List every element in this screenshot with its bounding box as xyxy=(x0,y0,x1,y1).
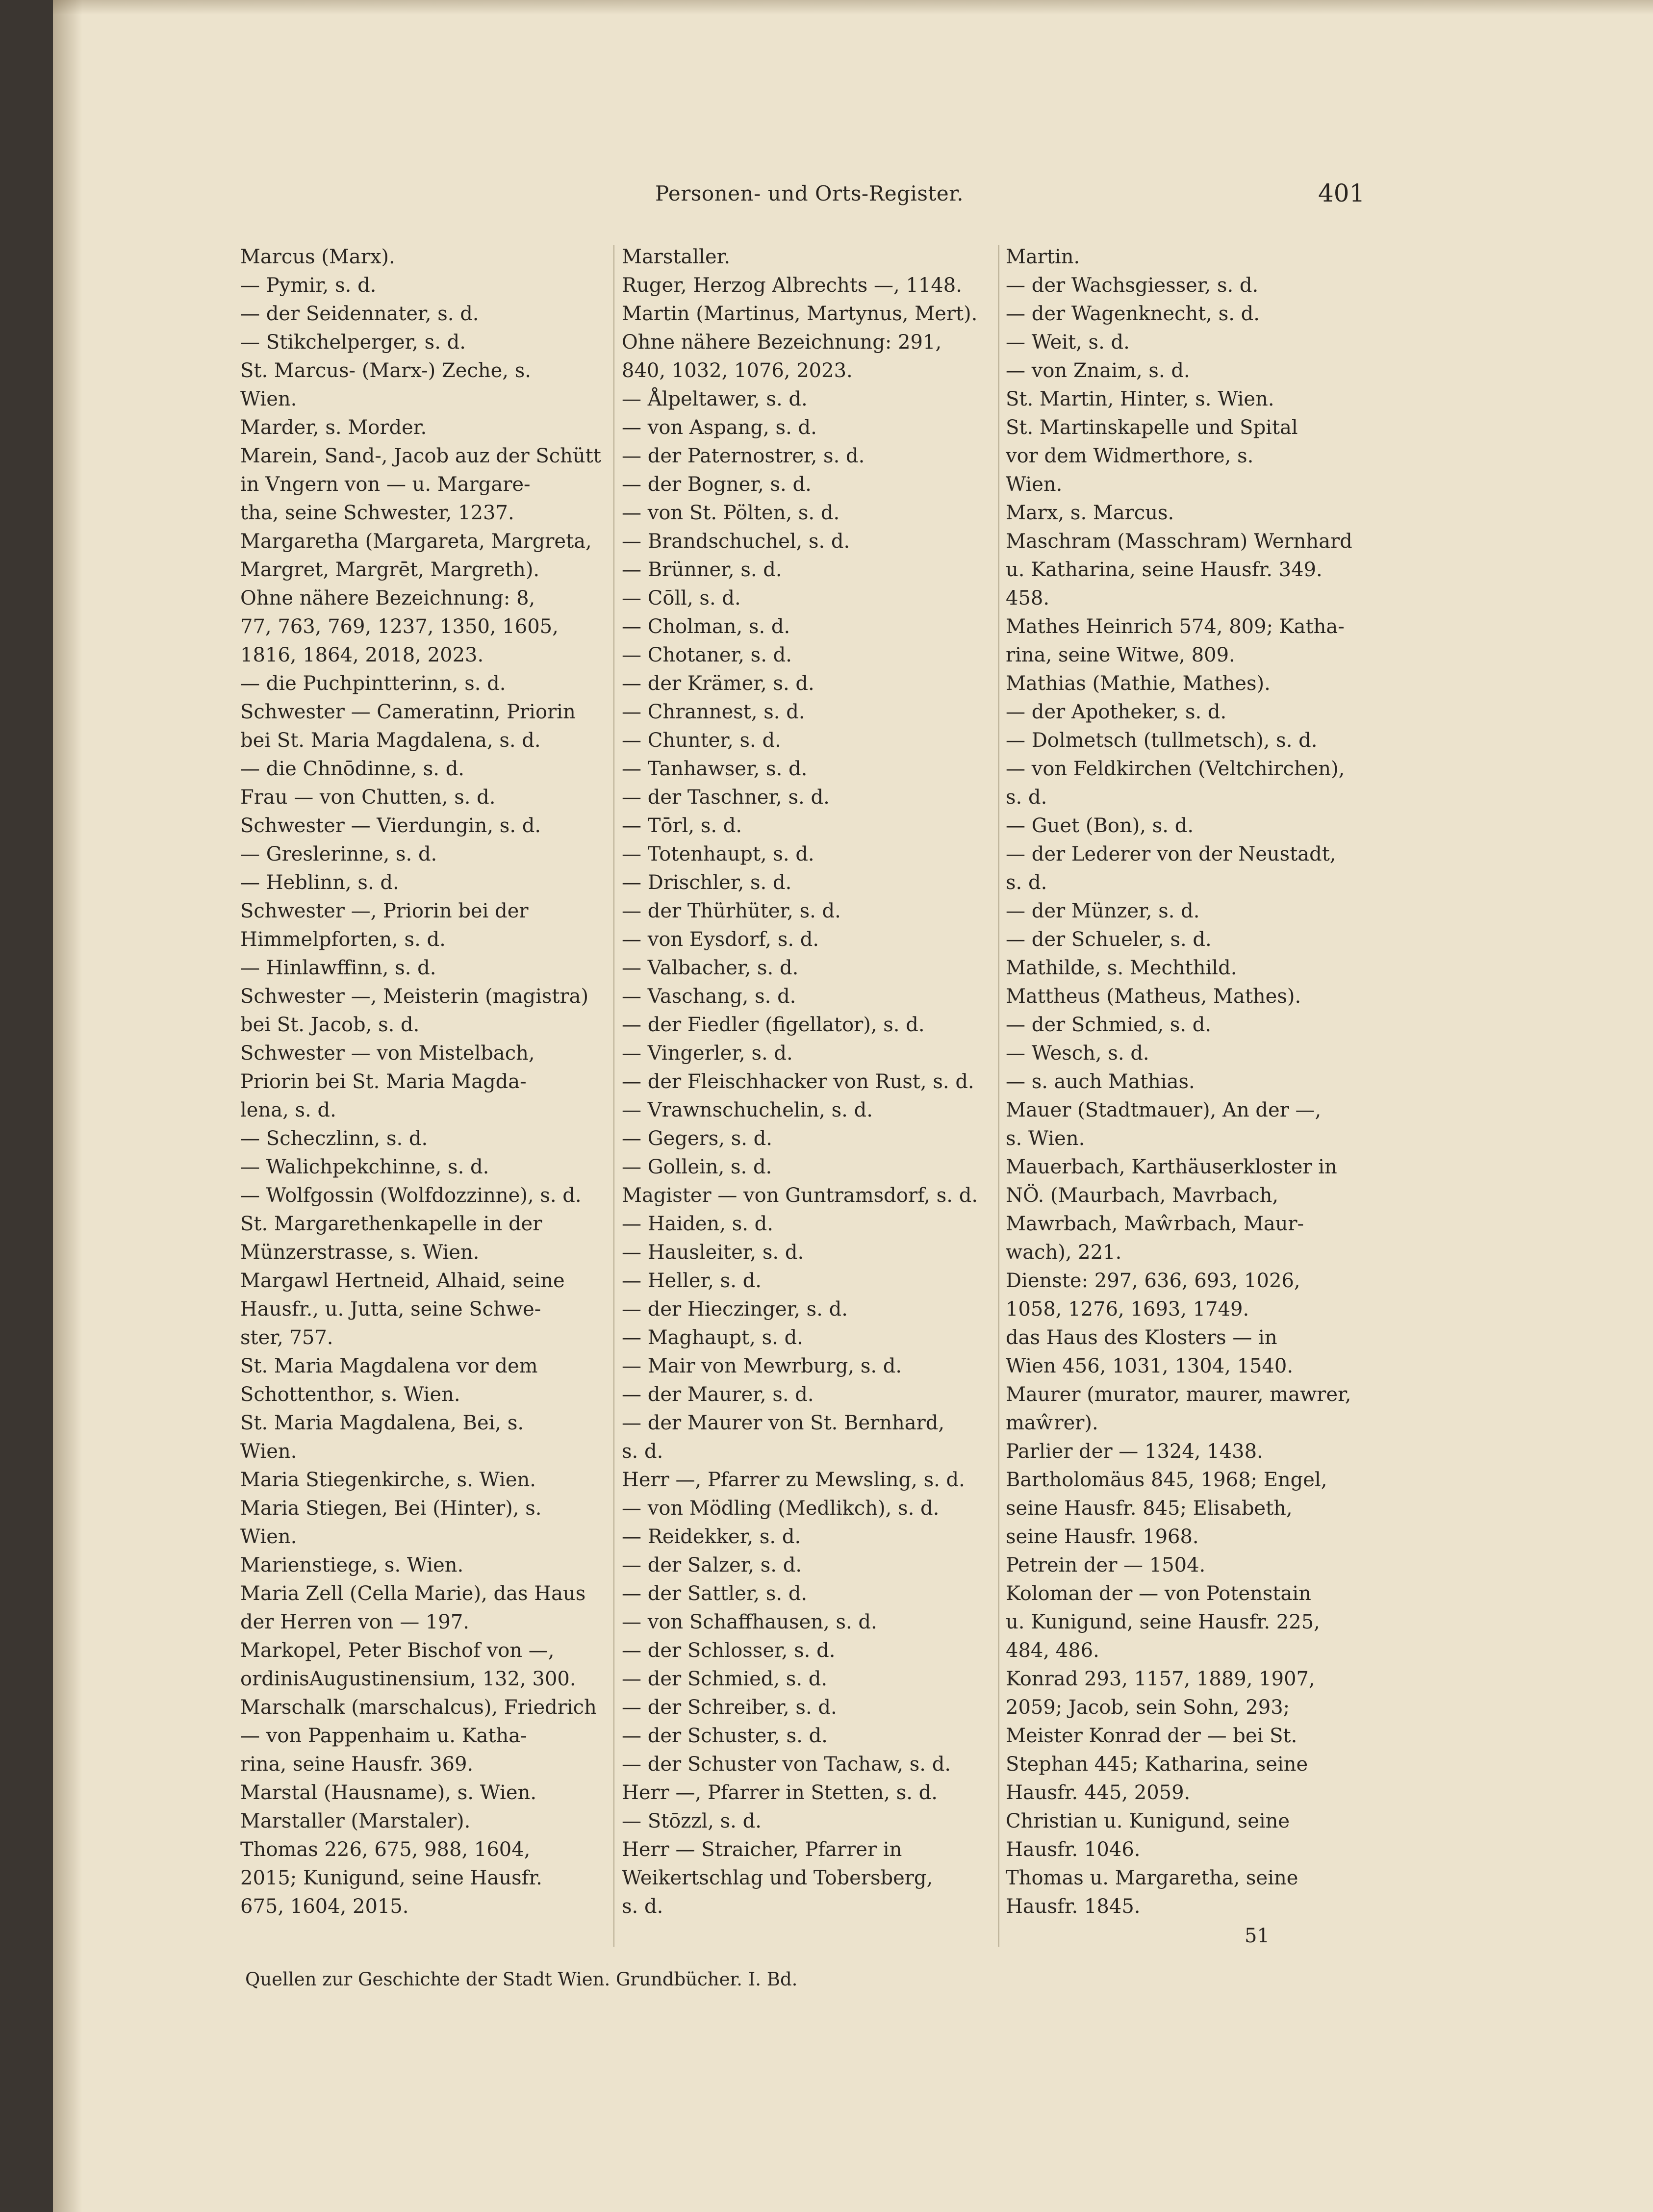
index-line: Marder, s. Morder. xyxy=(240,416,427,439)
index-line: — der Lederer von der Neustadt, xyxy=(1006,843,1336,865)
index-line: Marein, Sand-, Jacob auz der Schütt xyxy=(240,445,601,467)
index-line: tha, seine Schwester, 1237. xyxy=(240,502,514,524)
index-line: — Greslerinne, s. d. xyxy=(240,843,437,865)
index-line: s. d. xyxy=(1006,786,1047,809)
index-line: Herr — Straicher, Pfarrer in xyxy=(622,1838,902,1861)
index-line: u. Kunigund, seine Hausfr. 225, xyxy=(1006,1611,1320,1633)
index-line: lena, s. d. xyxy=(240,1099,336,1121)
index-line: — Hinlawffinn, s. d. xyxy=(240,957,436,979)
index-line: — der Sattler, s. d. xyxy=(622,1582,808,1605)
index-line: s. d. xyxy=(622,1440,663,1463)
index-line: — Haiden, s. d. xyxy=(622,1213,773,1235)
index-line: 840, 1032, 1076, 2023. xyxy=(622,359,853,382)
index-line: St. Marcus- (Marx-) Zeche, s. xyxy=(240,359,531,382)
index-line: Schwester — von Mistelbach, xyxy=(240,1042,535,1065)
index-line: — der Schueler, s. d. xyxy=(1006,928,1212,951)
index-line: — Drischler, s. d. xyxy=(622,871,792,894)
index-line: Schottenthor, s. Wien. xyxy=(240,1383,460,1406)
index-line: s. d. xyxy=(622,1895,663,1918)
index-line: — s. auch Mathias. xyxy=(1006,1070,1195,1093)
index-line: Mauerbach, Karthäuserkloster in xyxy=(1006,1156,1337,1178)
index-line: — Pymir, s. d. xyxy=(240,274,377,297)
index-line: Priorin bei St. Maria Magda- xyxy=(240,1070,527,1093)
index-line: — der Maurer, s. d. xyxy=(622,1383,814,1406)
index-line: ster, 757. xyxy=(240,1326,333,1349)
index-line: — Chrannest, s. d. xyxy=(622,701,805,723)
index-line: 484, 486. xyxy=(1006,1639,1099,1662)
index-line: Petrein der — 1504. xyxy=(1006,1554,1206,1576)
index-line: — Gollein, s. d. xyxy=(622,1156,772,1178)
index-line: ordinisAugustinensium, 132, 300. xyxy=(240,1668,576,1690)
index-line: — Brünner, s. d. xyxy=(622,559,782,581)
index-line: — Wolfgossin (Wolfdozzinne), s. d. xyxy=(240,1184,582,1207)
page-number: 401 xyxy=(1318,179,1365,207)
index-line: — Chotaner, s. d. xyxy=(622,644,792,666)
index-line: Marstal (Hausname), s. Wien. xyxy=(240,1781,537,1804)
index-line: Wien. xyxy=(240,1440,297,1463)
index-line: 1058, 1276, 1693, 1749. xyxy=(1006,1298,1249,1321)
index-line: vor dem Widmerthore, s. xyxy=(1006,445,1254,467)
index-line: Mathilde, s. Mechthild. xyxy=(1006,957,1237,979)
index-line: Dienste: 297, 636, 693, 1026, xyxy=(1006,1270,1300,1292)
index-line: Ohne nähere Bezeichnung: 291, xyxy=(622,331,942,354)
index-line: — Cholman, s. d. xyxy=(622,615,790,638)
index-line: — Walichpekchinne, s. d. xyxy=(240,1156,489,1178)
index-line: — der Schreiber, s. d. xyxy=(622,1696,837,1719)
index-line: — von Znaim, s. d. xyxy=(1006,359,1190,382)
running-header: Personen- und Orts-Register. xyxy=(655,181,964,205)
index-line: bei St. Maria Magdalena, s. d. xyxy=(240,729,541,752)
index-line: Ruger, Herzog Albrechts —, 1148. xyxy=(622,274,962,297)
index-line: — der Schuster, s. d. xyxy=(622,1725,828,1747)
index-line: Meister Konrad der — bei St. xyxy=(1006,1725,1297,1747)
index-column-2 xyxy=(622,243,1004,1921)
index-line: 675, 1604, 2015. xyxy=(240,1895,409,1918)
index-line: Martin. xyxy=(1006,246,1080,268)
index-line: — von Pappenhaim u. Katha- xyxy=(240,1725,527,1747)
index-line: Stephan 445; Katharina, seine xyxy=(1006,1753,1308,1776)
index-line: Marstaller. xyxy=(622,246,731,268)
index-line: rina, seine Hausfr. 369. xyxy=(240,1753,474,1776)
index-line: — von Eysdorf, s. d. xyxy=(622,928,819,951)
index-line: in Vngern von — u. Margare- xyxy=(240,473,531,496)
index-line: 1816, 1864, 2018, 2023. xyxy=(240,644,484,666)
index-line: — der Maurer von St. Bernhard, xyxy=(622,1412,945,1434)
index-line: Münzerstrasse, s. Wien. xyxy=(240,1241,480,1264)
index-line: — der Schuster von Tachaw, s. d. xyxy=(622,1753,951,1776)
index-line: — die Chnōdinne, s. d. xyxy=(240,758,465,780)
page-footer: Quellen zur Geschichte der Stadt Wien. Grundbücher. I. Bd. xyxy=(245,1969,798,1990)
index-line: Martin (Martinus, Martynus, Mert). xyxy=(622,303,978,325)
index-line: Weikertschlag und Tobersberg, xyxy=(622,1867,933,1889)
index-line: — der Schlosser, s. d. xyxy=(622,1639,836,1662)
index-line: — der Hieczinger, s. d. xyxy=(622,1298,848,1321)
index-line: Schwester — Vierdungin, s. d. xyxy=(240,814,541,837)
index-line: — Reidekker, s. d. xyxy=(622,1526,801,1548)
index-line: — von Feldkirchen (Veltchirchen), xyxy=(1006,758,1345,780)
index-line: — Vingerler, s. d. xyxy=(622,1042,793,1065)
index-line: das Haus des Klosters — in xyxy=(1006,1326,1277,1349)
index-line: Koloman der — von Potenstain xyxy=(1006,1582,1311,1605)
index-line: — der Münzer, s. d. xyxy=(1006,900,1200,922)
index-line: — der Salzer, s. d. xyxy=(622,1554,802,1576)
index-line: — der Paternostrer, s. d. xyxy=(622,445,865,467)
index-line: — der Schmied, s. d. xyxy=(622,1668,828,1690)
index-line: 77, 763, 769, 1237, 1350, 1605, xyxy=(240,615,559,638)
index-line: Himmelpforten, s. d. xyxy=(240,928,446,951)
index-line: Schwester — Cameratinn, Priorin xyxy=(240,701,576,723)
index-line: — Stōzzl, s. d. xyxy=(622,1810,762,1832)
index-line: Konrad 293, 1157, 1889, 1907, xyxy=(1006,1668,1315,1690)
index-line: — Brandschuchel, s. d. xyxy=(622,530,850,553)
index-line: Maria Zell (Cella Marie), das Haus xyxy=(240,1582,586,1605)
index-line: Wien. xyxy=(240,1526,297,1548)
index-line: s. Wien. xyxy=(1006,1127,1085,1150)
index-line: — der Bogner, s. d. xyxy=(622,473,812,496)
index-line: — Tōrl, s. d. xyxy=(622,814,742,837)
index-line: Thomas 226, 675, 988, 1604, xyxy=(240,1838,531,1861)
index-line: — der Seidennater, s. d. xyxy=(240,303,479,325)
index-line: Herr —, Pfarrer in Stetten, s. d. xyxy=(622,1781,938,1804)
index-line: Mauer (Stadtmauer), An der —, xyxy=(1006,1099,1322,1121)
index-line: Marx, s. Marcus. xyxy=(1006,502,1174,524)
index-line: — Vaschang, s. d. xyxy=(622,985,796,1008)
index-line: s. d. xyxy=(1006,871,1047,894)
index-line: — Guet (Bon), s. d. xyxy=(1006,814,1194,837)
index-column-3 xyxy=(1006,243,1388,1921)
index-line: Mathias (Mathie, Mathes). xyxy=(1006,672,1271,695)
index-line: Hausfr., u. Jutta, seine Schwe- xyxy=(240,1298,541,1321)
index-line: 2059; Jacob, sein Sohn, 293; xyxy=(1006,1696,1290,1719)
index-line: St. Martinskapelle und Spital xyxy=(1006,416,1298,439)
index-line: — Heller, s. d. xyxy=(622,1270,762,1292)
index-line: St. Maria Magdalena, Bei, s. xyxy=(240,1412,524,1434)
index-line: wach), 221. xyxy=(1006,1241,1122,1264)
index-line: — der Wagenknecht, s. d. xyxy=(1006,303,1260,325)
index-line: — von Schaffhausen, s. d. xyxy=(622,1611,877,1633)
index-line: — der Schmied, s. d. xyxy=(1006,1014,1212,1036)
index-line: — der Thürhüter, s. d. xyxy=(622,900,841,922)
index-line: — Dolmetsch (tullmetsch), s. d. xyxy=(1006,729,1318,752)
index-line: Maria Stiegen, Bei (Hinter), s. xyxy=(240,1497,542,1520)
index-line: NÖ. (Maurbach, Mavrbach, xyxy=(1006,1184,1279,1207)
index-line: — Chunter, s. d. xyxy=(622,729,781,752)
index-line: — der Taschner, s. d. xyxy=(622,786,830,809)
index-line: Schwester —, Priorin bei der xyxy=(240,900,529,922)
index-line: Mattheus (Matheus, Mathes). xyxy=(1006,985,1301,1008)
index-line: — Valbacher, s. d. xyxy=(622,957,799,979)
index-line: — Totenhaupt, s. d. xyxy=(622,843,814,865)
index-line: Schwester —, Meisterin (magistra) xyxy=(240,985,589,1008)
index-line: Mathes Heinrich 574, 809; Katha- xyxy=(1006,615,1345,638)
sheet-signature: 51 xyxy=(1245,1925,1270,1947)
index-line: — die Puchpintterinn, s. d. xyxy=(240,672,506,695)
index-line: Hausfr. 1046. xyxy=(1006,1838,1141,1861)
index-line: Christian u. Kunigund, seine xyxy=(1006,1810,1290,1832)
index-line: Hausfr. 445, 2059. xyxy=(1006,1781,1191,1804)
index-line: seine Hausfr. 1968. xyxy=(1006,1526,1199,1548)
index-line: Marschalk (marschalcus), Friedrich xyxy=(240,1696,597,1719)
index-line: — Hausleiter, s. d. xyxy=(622,1241,804,1264)
index-line: Margaretha (Margareta, Margreta, xyxy=(240,530,592,553)
index-line: — Vrawnschuchelin, s. d. xyxy=(622,1099,873,1121)
index-line: 2015; Kunigund, seine Hausfr. xyxy=(240,1867,542,1889)
index-line: Marienstiege, s. Wien. xyxy=(240,1554,464,1576)
index-line: — Stikchelperger, s. d. xyxy=(240,331,466,354)
index-line: St. Margarethenkapelle in der xyxy=(240,1213,542,1235)
index-line: Wien 456, 1031, 1304, 1540. xyxy=(1006,1355,1294,1377)
index-line: Margret, Margrēt, Margreth). xyxy=(240,559,540,581)
index-line: — Ålpeltawer, s. d. xyxy=(622,388,808,410)
index-line: Margawl Hertneid, Alhaid, seine xyxy=(240,1270,565,1292)
book-page xyxy=(53,0,1653,2212)
index-line: — Wesch, s. d. xyxy=(1006,1042,1149,1065)
index-line: Mawrbach, Maŵrbach, Maur- xyxy=(1006,1213,1304,1235)
index-line: Maschram (Masschram) Wernhard xyxy=(1006,530,1352,553)
index-line: Maurer (murator, maurer, mawrer, xyxy=(1006,1383,1351,1406)
index-line: — von Aspang, s. d. xyxy=(622,416,817,439)
index-line: Magister — von Guntramsdorf, s. d. xyxy=(622,1184,978,1207)
index-line: der Herren von — 197. xyxy=(240,1611,469,1633)
index-line: — der Krämer, s. d. xyxy=(622,672,814,695)
index-line: Herr —, Pfarrer zu Mewsling, s. d. xyxy=(622,1469,965,1491)
index-line: seine Hausfr. 845; Elisabeth, xyxy=(1006,1497,1293,1520)
index-line: Maria Stiegenkirche, s. Wien. xyxy=(240,1469,536,1491)
index-line: — Weit, s. d. xyxy=(1006,331,1130,354)
index-line: — von St. Pölten, s. d. xyxy=(622,502,840,524)
index-line: Frau — von Chutten, s. d. xyxy=(240,786,496,809)
index-line: — Gegers, s. d. xyxy=(622,1127,772,1150)
index-column-1 xyxy=(240,243,623,1921)
index-line: 458. xyxy=(1006,587,1050,610)
index-line: — der Wachsgiesser, s. d. xyxy=(1006,274,1259,297)
index-line: — von Mödling (Medlikch), s. d. xyxy=(622,1497,940,1520)
index-line: Parlier der — 1324, 1438. xyxy=(1006,1440,1263,1463)
index-line: Hausfr. 1845. xyxy=(1006,1895,1141,1918)
index-line: St. Maria Magdalena vor dem xyxy=(240,1355,538,1377)
index-line: maŵrer). xyxy=(1006,1412,1098,1434)
index-line: Wien. xyxy=(240,388,297,410)
index-line: Marstaller (Marstaler). xyxy=(240,1810,471,1832)
index-line: — Scheczlinn, s. d. xyxy=(240,1127,428,1150)
index-line: u. Katharina, seine Hausfr. 349. xyxy=(1006,559,1322,581)
index-line: — der Fleischhacker von Rust, s. d. xyxy=(622,1070,974,1093)
index-line: bei St. Jacob, s. d. xyxy=(240,1014,420,1036)
index-line: Wien. xyxy=(1006,473,1063,496)
index-line: Markopel, Peter Bischof von —, xyxy=(240,1639,555,1662)
index-line: — der Fiedler (figellator), s. d. xyxy=(622,1014,925,1036)
index-line: — Cōll, s. d. xyxy=(622,587,741,610)
index-line: Thomas u. Margaretha, seine xyxy=(1006,1867,1298,1889)
index-line: St. Martin, Hinter, s. Wien. xyxy=(1006,388,1274,410)
index-line: — Mair von Mewrburg, s. d. xyxy=(622,1355,902,1377)
index-line: — Tanhawser, s. d. xyxy=(622,758,808,780)
index-line: — Maghaupt, s. d. xyxy=(622,1326,803,1349)
index-line: Ohne nähere Bezeichnung: 8, xyxy=(240,587,535,610)
index-line: rina, seine Witwe, 809. xyxy=(1006,644,1235,666)
index-line: Bartholomäus 845, 1968; Engel, xyxy=(1006,1469,1327,1491)
index-line: — der Apotheker, s. d. xyxy=(1006,701,1227,723)
index-line: Marcus (Marx). xyxy=(240,246,395,268)
index-line: — Heblinn, s. d. xyxy=(240,871,399,894)
